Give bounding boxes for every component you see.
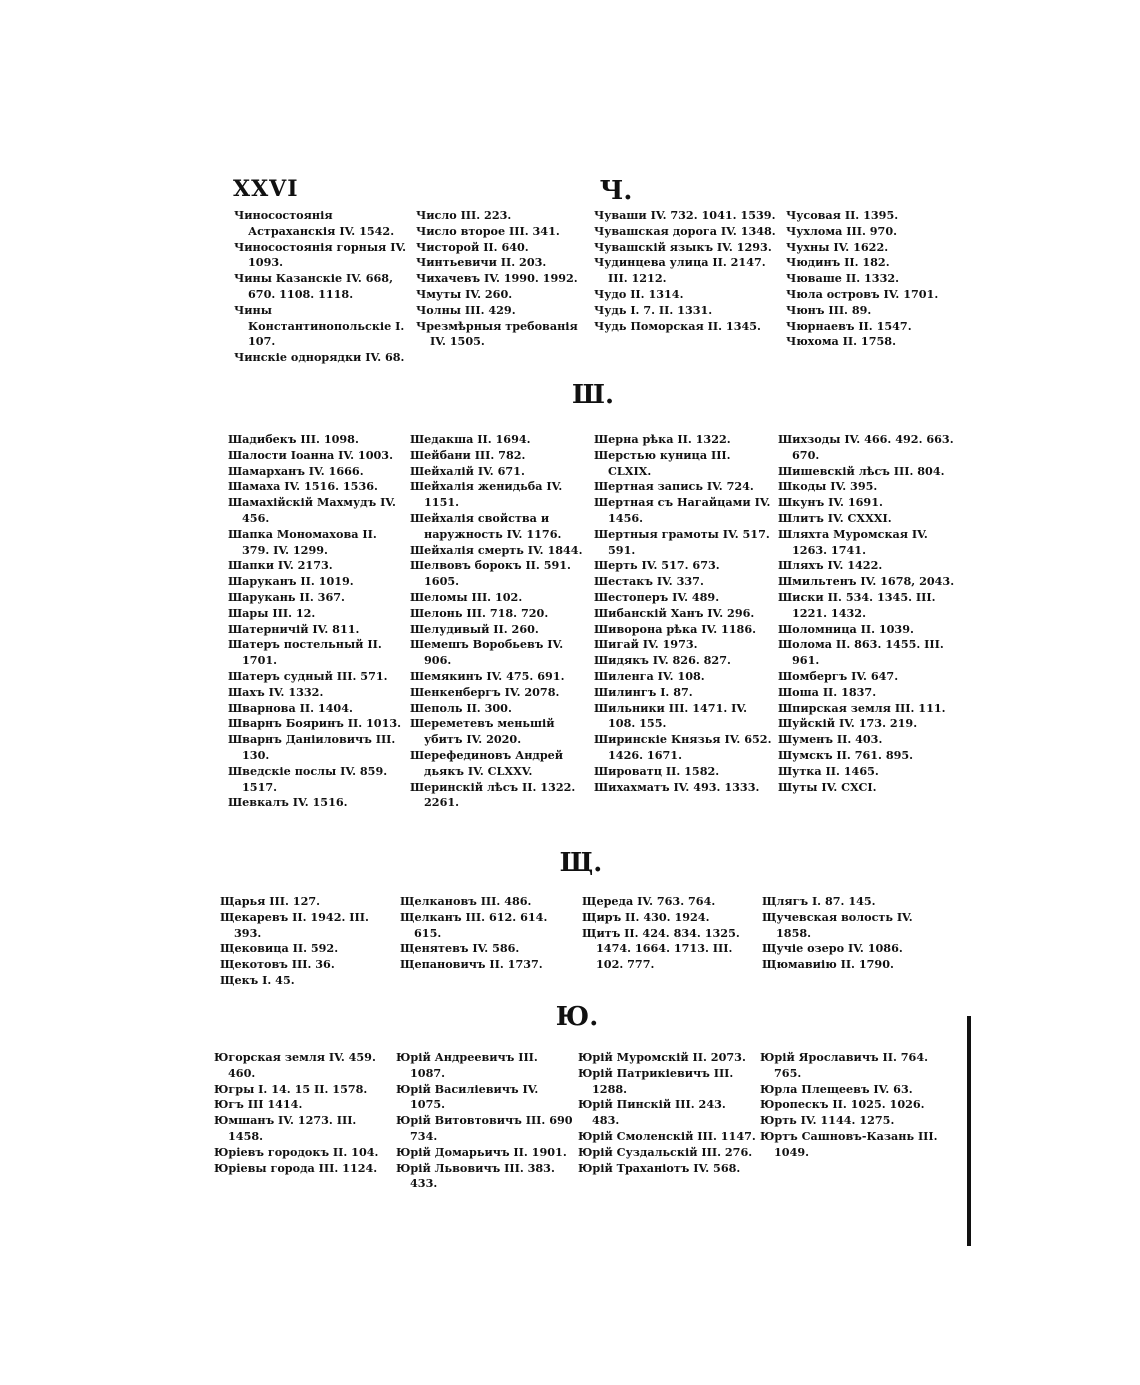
- index-entry: Чинтьевичи II. 203.: [416, 255, 547, 270]
- index-entry: Чудь Поморская II. 1345.: [594, 318, 761, 333]
- index-entry: Шомбергъ IV. 647.: [778, 668, 899, 683]
- index-entry: Шиски II. 534. 1345. III. 1221. 1432.: [778, 589, 936, 620]
- index-entry: Шатеръ постельный II. 1701.: [228, 637, 382, 668]
- index-entry: Шильники III. 1471. IV. 108. 155.: [594, 700, 747, 731]
- index-entry: Шелудивый II. 260.: [410, 621, 539, 636]
- index-entry: Щелкановъ III. 486.: [400, 894, 532, 908]
- index-entry: Шамарханъ IV. 1666.: [228, 463, 364, 478]
- index-entry: Шуты IV. CXCI.: [778, 779, 877, 794]
- index-entry: Шатерничій IV. 811.: [228, 621, 360, 636]
- index-entry: Шемешъ Воробьевъ IV. 906.: [410, 637, 564, 668]
- section-che-columns: [234, 208, 962, 366]
- index-entry: Шелонь III. 718. 720.: [410, 605, 549, 620]
- index-entry: Чухлома III. 970.: [786, 223, 897, 238]
- index-entry: Чрезмѣрныя требованія IV. 1505.: [416, 318, 578, 349]
- index-column: [594, 208, 782, 366]
- index-column: [410, 432, 590, 811]
- index-entry: Шертная запись IV. 724.: [594, 479, 754, 494]
- index-entry: Шолома II. 863. 1455. III. 961.: [778, 637, 944, 668]
- index-entry: Шведскіе послы IV. 859. 1517.: [228, 763, 388, 794]
- section-letter-che: Ч.: [599, 176, 633, 206]
- index-entry: Шерефединовъ Андрей дьякъ IV. CLXXV.: [410, 747, 564, 778]
- index-entry: Юрій Львовичъ III. 383. 433.: [396, 1160, 555, 1191]
- index-entry: Шигай IV. 1973.: [594, 637, 698, 652]
- index-entry: Щиръ II. 430. 1924.: [582, 909, 710, 924]
- index-entry: Чюла островъ IV. 1701.: [786, 286, 939, 301]
- index-entry: Шишевскій лѣсъ III. 804.: [778, 463, 945, 478]
- index-entry: Чины Константинопольскіе I. 107.: [234, 302, 405, 349]
- index-entry: Шоломница II. 1039.: [778, 621, 914, 636]
- index-entry: Шертная съ Нагайцами IV. 1456.: [594, 495, 771, 525]
- index-entry: Юрть IV. 1144. 1275.: [760, 1113, 895, 1128]
- index-entry: Чюрнаевъ II. 1547.: [786, 318, 912, 333]
- index-entry: Шевкалъ IV. 1516.: [228, 795, 348, 810]
- index-entry: Шадибекъ III. 1098.: [228, 432, 359, 446]
- index-entry: Шереметевъ меньшій убитъ IV. 2020.: [410, 716, 555, 747]
- index-entry: Чухны IV. 1622.: [786, 239, 889, 254]
- index-entry: Шамаха IV. 1516. 1536.: [228, 479, 378, 494]
- index-entry: Чиносостоянія горныя IV. 1093.: [234, 239, 407, 270]
- index-entry: Чюдинъ II. 182.: [786, 255, 890, 270]
- margin-rule: [967, 1016, 971, 1246]
- section-letter-shcha: Щ.: [559, 848, 603, 878]
- index-column: [416, 208, 588, 366]
- index-entry: Шиленга IV. 108.: [594, 668, 705, 683]
- index-entry: Юрій Ярославичъ II. 764. 765.: [760, 1050, 929, 1080]
- index-column: [760, 1050, 940, 1192]
- index-entry: Чмуты IV. 260.: [416, 286, 513, 301]
- index-entry: Шилингъ I. 87.: [594, 684, 693, 699]
- index-entry: Юрій Василіевичъ IV. 1075.: [396, 1081, 539, 1112]
- index-entry: Щенятевъ IV. 586.: [400, 941, 520, 956]
- index-entry: Щелканъ III. 612. 614. 615.: [400, 909, 548, 940]
- index-entry: Шихахматъ IV. 493. 1333.: [594, 779, 760, 794]
- index-entry: Шеполь II. 300.: [410, 700, 512, 715]
- index-column: [214, 1050, 392, 1192]
- index-entry: Шалости Іоанна IV. 1003.: [228, 447, 393, 462]
- index-entry: Щитъ II. 424. 834. 1325. 1474. 1664. 1713. III. 102. 777.: [582, 925, 740, 972]
- index-column: [228, 432, 406, 811]
- index-entry: Щекъ I. 45.: [220, 972, 295, 987]
- index-entry: Чувашская дорога IV. 1348.: [594, 223, 776, 238]
- index-entry: Шляхта Муромская IV. 1263. 1741.: [778, 526, 928, 557]
- index-entry: Шенкенбергъ IV. 2078.: [410, 684, 560, 699]
- index-entry: Шварнова II. 1404.: [228, 700, 353, 715]
- index-entry: Юрій Траханіотъ IV. 568.: [578, 1160, 741, 1175]
- index-entry: Шкоды IV. 395.: [778, 479, 878, 494]
- index-entry: Шедакша II. 1694.: [410, 432, 531, 446]
- index-entry: Чиносостоянія Астраханскія IV. 1542.: [234, 208, 395, 238]
- index-entry: Шаруканъ II. 1019.: [228, 574, 354, 589]
- section-yu-columns: [214, 1050, 940, 1192]
- index-entry: Чинскіе однорядки IV. 68.: [234, 350, 405, 365]
- index-entry: Щереда IV. 763. 764.: [582, 894, 716, 908]
- index-column: [762, 894, 938, 989]
- index-entry: Щекотовъ III. 36.: [220, 957, 335, 972]
- index-entry: Юропескъ II. 1025. 1026.: [760, 1097, 925, 1112]
- index-entry: Щарья III. 127.: [220, 894, 321, 908]
- index-entry: Шпирская земля III. 111.: [778, 700, 946, 715]
- index-entry: Шерна рѣка II. 1322.: [594, 432, 731, 446]
- index-entry: Юрій Суздальскій III. 276.: [578, 1144, 753, 1159]
- index-entry: Шерстью куница III. CLXIX.: [594, 447, 731, 478]
- section-letter-yu: Ю.: [555, 1002, 599, 1032]
- index-entry: Шейхалій IV. 671.: [410, 463, 525, 478]
- section-letter-sha: Ш.: [571, 380, 615, 410]
- index-entry: Юрій Пинскій III. 243. 483.: [578, 1097, 726, 1128]
- index-column: [778, 432, 958, 811]
- index-entry: Широватц II. 1582.: [594, 763, 720, 778]
- index-entry: Юрій Андреевичъ III. 1087.: [396, 1050, 538, 1080]
- index-entry: Шапки IV. 2173.: [228, 558, 333, 573]
- index-entry: Число второе III. 341.: [416, 223, 560, 238]
- index-column: [400, 894, 578, 989]
- index-entry: Югорская земля IV. 459. 460.: [214, 1050, 376, 1080]
- index-entry: Чины Казанскіе IV. 668, 670. 1108. 1118.: [234, 271, 393, 301]
- index-entry: Щековица II. 592.: [220, 941, 339, 956]
- index-entry: Шейхалія свойства и наружность IV. 1176.: [410, 510, 562, 541]
- index-entry: Щучевская волость IV. 1858.: [762, 909, 913, 940]
- index-entry: Ширинскіе Князья IV. 652. 1426. 1671.: [594, 732, 772, 762]
- index-entry: Шарукань II. 367.: [228, 589, 345, 604]
- index-entry: Юрій Витовтовичъ III. 690 734.: [396, 1113, 573, 1143]
- section-shcha-columns: [220, 894, 938, 989]
- index-entry: Югры I. 14. 15 II. 1578.: [214, 1081, 368, 1096]
- index-entry: Шейбани III. 782.: [410, 447, 526, 462]
- index-entry: Юмшанъ IV. 1273. III. 1458.: [214, 1113, 357, 1143]
- index-entry: Щучіе озеро IV. 1086.: [762, 941, 903, 956]
- index-entry: Чюваше II. 1332.: [786, 271, 900, 286]
- index-entry: Шкунъ IV. 1691.: [778, 495, 883, 510]
- index-entry: Шеринскій лѣсъ II. 1322. 2261.: [410, 779, 576, 810]
- index-entry: Юртъ Сашновъ-Казань III. 1049.: [760, 1128, 938, 1159]
- index-entry: Шидякъ IV. 826. 827.: [594, 653, 731, 668]
- index-entry: Чудинцева улица II. 2147. III. 1212.: [594, 255, 766, 286]
- index-entry: Шатеръ судный III. 571.: [228, 668, 388, 683]
- index-entry: Шляхъ IV. 1422.: [778, 558, 883, 573]
- index-column: [578, 1050, 756, 1192]
- index-entry: Шлитъ IV. CXXXI.: [778, 510, 892, 525]
- index-entry: Шелвовъ борокъ II. 591. 1605.: [410, 558, 571, 589]
- index-entry: Шварнъ Даніиловичъ III. 130.: [228, 732, 396, 762]
- index-entry: Чихачевъ IV. 1990. 1992.: [416, 271, 578, 286]
- index-entry: Шоша II. 1837.: [778, 684, 877, 699]
- index-entry: Шумскъ II. 761. 895.: [778, 747, 914, 762]
- index-entry: Шемякинъ IV. 475. 691.: [410, 668, 565, 683]
- index-entry: Шиворона рѣка IV. 1186.: [594, 621, 757, 636]
- index-entry: Юрiевъ городокъ II. 104.: [214, 1144, 379, 1159]
- index-entry: Щекаревъ II. 1942. III. 393.: [220, 909, 369, 940]
- index-entry: Чисторой II. 640.: [416, 239, 529, 254]
- index-column: [786, 208, 962, 366]
- index-column: [396, 1050, 574, 1192]
- index-entry: Шейхалія женидьба IV. 1151.: [410, 479, 563, 510]
- index-entry: Шеломы III. 102.: [410, 589, 523, 604]
- index-entry: Число III. 223.: [416, 208, 512, 222]
- index-entry: Щюмавиію II. 1790.: [762, 957, 894, 972]
- index-entry: Шерть IV. 517. 673.: [594, 558, 720, 573]
- index-entry: Шертныя грамоты IV. 517. 591.: [594, 526, 770, 557]
- index-entry: Чолны III. 429.: [416, 302, 516, 317]
- index-entry: Шуменъ II. 403.: [778, 732, 883, 747]
- index-entry: Югъ III 1414.: [214, 1097, 303, 1112]
- index-entry: Юрiевы города III. 1124.: [214, 1160, 378, 1175]
- index-entry: Шапка Мономахова II. 379. IV. 1299.: [228, 526, 377, 557]
- index-entry: Шейхалія смерть IV. 1844.: [410, 542, 583, 557]
- index-entry: Чудь I. 7. II. 1331.: [594, 302, 713, 317]
- index-entry: Шестакъ IV. 337.: [594, 574, 704, 589]
- index-entry: Чуваши IV. 732. 1041. 1539.: [594, 208, 776, 222]
- index-entry: Юрла Плещеевъ IV. 63.: [760, 1081, 913, 1096]
- index-entry: Шутка II. 1465.: [778, 763, 879, 778]
- index-entry: Шамахійскій Махмудъ IV. 456.: [228, 495, 396, 525]
- index-column: [594, 432, 774, 811]
- index-entry: Шары III. 12.: [228, 605, 316, 620]
- index-entry: Чюхома II. 1758.: [786, 334, 896, 349]
- index-column: [220, 894, 396, 989]
- index-entry: Юрій Смоленскій III. 1147.: [578, 1128, 756, 1143]
- index-entry: Шварнъ Бояринъ II. 1013.: [228, 716, 402, 731]
- index-entry: Щлягъ I. 87. 145.: [762, 894, 876, 908]
- index-entry: Юрій Патрикіевичъ III. 1288.: [578, 1065, 734, 1096]
- index-entry: Чувашскій языкъ IV. 1293.: [594, 239, 772, 254]
- page-number: XXVI: [233, 176, 299, 202]
- index-entry: Шихзоды IV. 466. 492. 663. 670.: [778, 432, 954, 462]
- index-entry: Шмильтенъ IV. 1678, 2043.: [778, 574, 955, 589]
- index-column: [582, 894, 758, 989]
- index-entry: Чюнъ III. 89.: [786, 302, 872, 317]
- index-entry: Чудо II. 1314.: [594, 286, 684, 301]
- section-sha-columns: [228, 432, 958, 811]
- index-entry: Шахъ IV. 1332.: [228, 684, 324, 699]
- index-column: [234, 208, 412, 366]
- index-entry: Юрій Муромскій II. 2073.: [578, 1050, 746, 1064]
- index-entry: Шуйскій IV. 173. 219.: [778, 716, 918, 731]
- index-entry: Щепановичъ II. 1737.: [400, 957, 543, 972]
- index-entry: Шестоперъ IV. 489.: [594, 589, 720, 604]
- index-entry: Чусовая II. 1395.: [786, 208, 899, 222]
- index-entry: Юрій Домарьичъ II. 1901.: [396, 1144, 567, 1159]
- index-entry: Шибанскій Ханъ IV. 296.: [594, 605, 755, 620]
